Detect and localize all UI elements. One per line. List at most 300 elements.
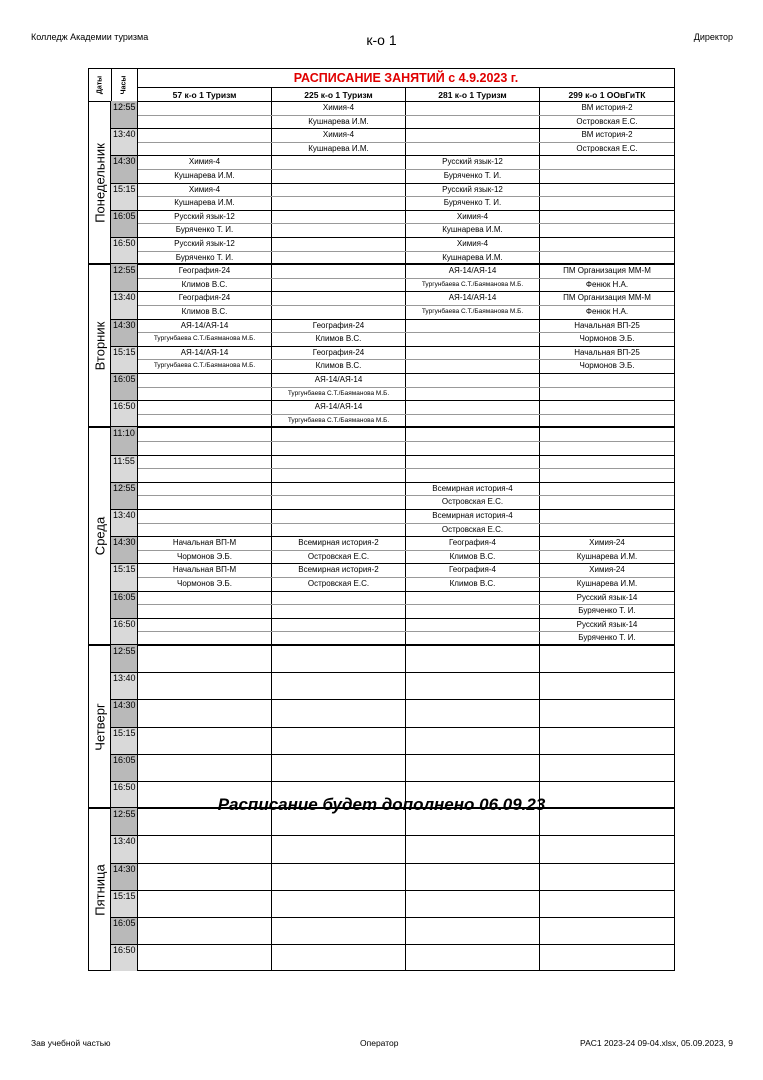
lesson-teacher <box>540 713 674 727</box>
lesson-subject <box>406 455 540 469</box>
time-slot: 15:15 <box>111 346 138 373</box>
time-slot: 16:50 <box>111 618 138 645</box>
time-slot: 15:15 <box>111 727 138 754</box>
lesson-teacher <box>540 223 674 237</box>
lesson-subject: ПМ Организация ММ-М <box>563 266 651 276</box>
time-slot: 13:40 <box>111 128 138 155</box>
day-label: Вторник <box>89 264 111 427</box>
lesson-teacher <box>138 931 272 945</box>
lesson-subject <box>272 264 406 278</box>
lesson-teacher: Чормонов Э.Б. <box>138 550 272 564</box>
lesson-teacher <box>138 604 272 618</box>
lesson-teacher <box>406 686 540 700</box>
lesson-subject <box>138 727 272 741</box>
lesson-teacher <box>138 142 272 156</box>
group-column-header: 57 к-о 1 Туризм <box>138 87 272 101</box>
footer-deputy: Зав учебной частью <box>31 1038 111 1048</box>
lesson-teacher <box>138 115 272 129</box>
lesson-subject: Русский язык-12 <box>138 210 272 224</box>
lesson-subject: Химия-24 <box>589 538 625 548</box>
lesson-subject: Химия-4 <box>272 101 406 115</box>
lesson-teacher <box>540 958 674 972</box>
lesson-subject: Всемирная история-4 <box>406 509 540 523</box>
lesson-subject <box>406 319 540 333</box>
lesson-subject: Химия-4 <box>406 210 540 224</box>
lesson-subject <box>272 482 406 496</box>
lesson-teacher <box>138 903 272 917</box>
time-slot: 13:40 <box>111 835 138 862</box>
time-slot: 11:10 <box>111 427 138 454</box>
lesson-teacher <box>272 713 406 727</box>
lesson-teacher <box>272 686 406 700</box>
lesson-teacher <box>138 495 272 509</box>
lesson-teacher: Островская Е.С. <box>272 577 406 591</box>
lesson-teacher <box>406 767 540 781</box>
group-column-header: 299 к-о 1 ООвГиТК <box>540 87 674 101</box>
lesson-teacher <box>272 604 406 618</box>
time-slot: 16:50 <box>111 944 138 971</box>
schedule-note: Расписание будет дополнено 06.09.23 <box>217 795 546 814</box>
schedule-title: РАСПИСАНИЕ ЗАНЯТИЙ с 4.9.2023 г. <box>293 71 519 85</box>
lesson-subject <box>406 427 540 441</box>
lesson-teacher <box>272 169 406 183</box>
lesson-subject <box>272 183 406 197</box>
lesson-teacher <box>406 441 540 455</box>
lesson-subject: АЯ-14/АЯ-14 <box>138 319 272 333</box>
lesson-subject <box>406 645 540 659</box>
lesson-teacher <box>138 713 272 727</box>
hours-column-header: Часы <box>111 69 138 101</box>
lesson-teacher <box>272 659 406 673</box>
lesson-teacher <box>540 931 674 945</box>
lesson-teacher <box>540 495 674 509</box>
director-label: Директор <box>693 32 733 42</box>
lesson-teacher <box>138 387 272 401</box>
lesson-subject <box>406 672 540 686</box>
lesson-teacher <box>540 686 674 700</box>
lesson-teacher: Климов В.С. <box>406 550 540 564</box>
lesson-teacher <box>540 849 674 863</box>
lesson-teacher <box>540 414 674 428</box>
day-label: Понедельник <box>89 101 111 264</box>
lesson-subject <box>540 890 674 904</box>
lesson-subject <box>406 618 540 632</box>
lesson-teacher: Островская Е.С. <box>406 523 540 537</box>
lesson-teacher: Тургунбаева С.Т./Баяманова М.Б. <box>138 332 272 346</box>
lesson-subject <box>138 863 272 877</box>
lesson-subject <box>406 346 540 360</box>
lesson-teacher <box>406 659 540 673</box>
lesson-teacher <box>272 495 406 509</box>
lesson-teacher <box>272 822 406 836</box>
lesson-teacher <box>272 958 406 972</box>
time-slot: 13:40 <box>111 291 138 318</box>
lesson-subject <box>540 835 674 849</box>
lesson-teacher <box>138 441 272 455</box>
lesson-subject <box>406 591 540 605</box>
lesson-teacher: Кушнарева И.М. <box>272 142 406 156</box>
day-label: Четверг <box>89 645 111 808</box>
dates-column-header: Даты <box>89 69 112 101</box>
lesson-subject: АЯ-14/АЯ-14 <box>406 264 540 278</box>
time-slot: 15:15 <box>111 183 138 210</box>
time-slot: 16:05 <box>111 373 138 400</box>
lesson-subject <box>540 400 674 414</box>
lesson-subject: Химия-4 <box>138 183 272 197</box>
lesson-subject <box>406 128 540 142</box>
lesson-subject <box>406 781 540 795</box>
lesson-teacher: Буряченко Т. И. <box>406 196 540 210</box>
lesson-teacher <box>406 903 540 917</box>
lesson-teacher <box>272 441 406 455</box>
lesson-subject <box>406 863 540 877</box>
time-slot: 14:30 <box>111 155 138 182</box>
lesson-subject: Всемирная история-2 <box>272 536 406 550</box>
lesson-teacher <box>540 441 674 455</box>
lesson-teacher <box>406 332 540 346</box>
lesson-teacher: Климов В.С. <box>406 577 540 591</box>
lesson-subject <box>138 672 272 686</box>
lesson-teacher <box>540 523 674 537</box>
time-slot: 16:50 <box>111 781 138 808</box>
lesson-teacher <box>406 142 540 156</box>
time-slot: 13:40 <box>111 509 138 536</box>
lesson-teacher <box>138 659 272 673</box>
lesson-subject <box>272 455 406 469</box>
lesson-teacher: Кушнарева И.М. <box>138 196 272 210</box>
lesson-subject: Всемирная история-2 <box>272 563 406 577</box>
lesson-teacher <box>272 305 406 319</box>
lesson-subject <box>272 291 406 305</box>
lesson-subject <box>138 781 272 795</box>
lesson-subject: География-24 <box>138 291 272 305</box>
lesson-subject <box>540 373 674 387</box>
lesson-subject <box>406 727 540 741</box>
lesson-subject <box>138 917 272 931</box>
lesson-subject <box>406 944 540 958</box>
lesson-subject <box>540 917 674 931</box>
lesson-teacher <box>272 849 406 863</box>
lesson-subject: АЯ-14/АЯ-14 <box>272 373 406 387</box>
lesson-teacher <box>406 631 540 645</box>
lesson-teacher <box>540 740 674 754</box>
lesson-teacher <box>138 523 272 537</box>
lesson-subject <box>272 835 406 849</box>
lesson-teacher <box>272 468 406 482</box>
time-slot: 14:30 <box>111 863 138 890</box>
lesson-teacher: Островская Е.С. <box>576 143 638 153</box>
lesson-teacher <box>406 115 540 129</box>
lesson-subject <box>138 101 272 115</box>
lesson-teacher <box>406 713 540 727</box>
lesson-teacher <box>138 468 272 482</box>
lesson-subject: АЯ-14/АЯ-14 <box>138 346 272 360</box>
lesson-subject: ВМ история-2 <box>581 130 633 140</box>
lesson-subject: АЯ-14/АЯ-14 <box>406 291 540 305</box>
lesson-teacher <box>272 740 406 754</box>
lesson-teacher: Тургунбаева С.Т./Баяманова М.Б. <box>272 414 406 428</box>
lesson-teacher <box>272 251 406 265</box>
footer-operator: Оператор <box>360 1038 399 1048</box>
lesson-subject <box>406 754 540 768</box>
lesson-subject: Химия-4 <box>138 155 272 169</box>
lesson-subject: Русский язык-12 <box>406 183 540 197</box>
lesson-subject: Начальная ВП-М <box>138 563 272 577</box>
lesson-subject: География-4 <box>406 536 540 550</box>
lesson-teacher: Буряченко Т. И. <box>578 606 636 616</box>
lesson-subject <box>272 699 406 713</box>
lesson-subject <box>540 210 674 224</box>
lesson-subject <box>272 591 406 605</box>
lesson-subject: География-24 <box>138 264 272 278</box>
lesson-subject <box>272 427 406 441</box>
lesson-subject: Русский язык-14 <box>576 592 638 602</box>
time-slot: 11:55 <box>111 455 138 482</box>
time-slot: 15:15 <box>111 890 138 917</box>
group-column-header: 281 к-о 1 Туризм <box>406 87 540 101</box>
lesson-subject <box>272 618 406 632</box>
lesson-subject <box>138 128 272 142</box>
lesson-subject: ВМ история-2 <box>581 103 633 112</box>
lesson-subject <box>138 591 272 605</box>
lesson-teacher: Чормонов Э.Б. <box>579 334 635 344</box>
lesson-subject <box>540 781 674 795</box>
lesson-teacher <box>540 251 674 265</box>
lesson-subject <box>540 699 674 713</box>
lesson-subject <box>406 699 540 713</box>
lesson-teacher: Островская Е.С. <box>272 550 406 564</box>
lesson-teacher <box>540 196 674 210</box>
lesson-teacher <box>540 169 674 183</box>
lesson-teacher <box>272 931 406 945</box>
lesson-teacher <box>138 958 272 972</box>
lesson-teacher: Чормонов Э.Б. <box>138 577 272 591</box>
lesson-teacher: Кушнарева И.М. <box>406 251 540 265</box>
lesson-teacher <box>138 414 272 428</box>
lesson-subject <box>406 835 540 849</box>
time-slot: 14:30 <box>111 699 138 726</box>
lesson-subject <box>138 482 272 496</box>
lesson-teacher <box>540 659 674 673</box>
time-slot: 13:40 <box>111 672 138 699</box>
lesson-subject <box>272 863 406 877</box>
lesson-subject: Начальная ВП-25 <box>574 320 640 330</box>
lesson-subject <box>138 645 272 659</box>
lesson-teacher <box>272 523 406 537</box>
time-slot: 16:50 <box>111 400 138 427</box>
lesson-teacher <box>540 822 674 836</box>
lesson-subject <box>138 835 272 849</box>
lesson-teacher <box>406 359 540 373</box>
lesson-teacher: Буряченко Т. И. <box>578 633 636 643</box>
lesson-subject: Химия-4 <box>272 128 406 142</box>
lesson-teacher <box>138 740 272 754</box>
lesson-teacher <box>406 822 540 836</box>
lesson-teacher <box>406 876 540 890</box>
lesson-teacher: Тургунбаева С.Т./Баяманова М.Б. <box>272 387 406 401</box>
lesson-teacher: Кушнарева И.М. <box>138 169 272 183</box>
lesson-subject <box>272 645 406 659</box>
lesson-teacher <box>406 958 540 972</box>
lesson-subject <box>406 917 540 931</box>
lesson-teacher <box>406 604 540 618</box>
time-slot: 16:05 <box>111 210 138 237</box>
lesson-teacher <box>540 468 674 482</box>
lesson-teacher <box>138 822 272 836</box>
time-slot: 16:05 <box>111 754 138 781</box>
lesson-subject <box>138 944 272 958</box>
time-slot: 12:55 <box>111 264 138 291</box>
lesson-subject <box>138 754 272 768</box>
group-column-header: 225 к-о 1 Туризм <box>272 87 406 101</box>
lesson-subject <box>272 917 406 931</box>
footer-file-info: PAC1 2023-24 09-04.xlsx, 05.09.2023, 9 <box>580 1038 733 1048</box>
lesson-teacher <box>272 278 406 292</box>
lesson-subject <box>138 400 272 414</box>
lesson-subject: ПМ Организация ММ-М <box>563 293 651 303</box>
lesson-teacher <box>406 740 540 754</box>
lesson-subject <box>540 509 674 523</box>
lesson-subject <box>272 727 406 741</box>
lesson-subject <box>138 427 272 441</box>
lesson-teacher <box>272 631 406 645</box>
lesson-teacher <box>406 387 540 401</box>
lesson-subject <box>540 482 674 496</box>
time-slot: 16:50 <box>111 237 138 264</box>
lesson-subject: География-24 <box>272 319 406 333</box>
lesson-teacher: Тургунбаева С.Т./Баяманова М.Б. <box>138 359 272 373</box>
lesson-subject: Начальная ВП-25 <box>574 347 640 357</box>
lesson-teacher <box>272 223 406 237</box>
lesson-teacher <box>138 767 272 781</box>
lesson-subject: География-24 <box>272 346 406 360</box>
lesson-subject <box>540 672 674 686</box>
lesson-teacher <box>406 849 540 863</box>
lesson-teacher <box>540 903 674 917</box>
lesson-subject: Русский язык-12 <box>406 155 540 169</box>
time-slot: 14:30 <box>111 536 138 563</box>
lesson-subject <box>272 210 406 224</box>
lesson-teacher: Кушнарева И.М. <box>576 579 638 588</box>
lesson-teacher <box>406 931 540 945</box>
lesson-subject <box>272 754 406 768</box>
lesson-teacher: Климов В.С. <box>138 278 272 292</box>
lesson-teacher <box>406 468 540 482</box>
lesson-subject <box>272 237 406 251</box>
lesson-subject <box>138 509 272 523</box>
lesson-subject: Русский язык-12 <box>138 237 272 251</box>
time-slot: 12:55 <box>111 645 138 672</box>
lesson-subject: Русский язык-14 <box>576 619 638 629</box>
lesson-teacher: Климов В.С. <box>272 332 406 346</box>
day-label: Пятница <box>89 808 111 971</box>
lesson-teacher <box>138 849 272 863</box>
lesson-teacher: Буряченко Т. И. <box>138 223 272 237</box>
lesson-subject: География-4 <box>406 563 540 577</box>
lesson-teacher: Чормонов Э.Б. <box>579 361 635 371</box>
lesson-subject <box>138 455 272 469</box>
lesson-subject <box>138 618 272 632</box>
time-slot: 12:55 <box>111 808 138 835</box>
time-slot: 15:15 <box>111 563 138 590</box>
lesson-teacher: Буряченко Т. И. <box>138 251 272 265</box>
lesson-subject <box>138 373 272 387</box>
lesson-subject: Начальная ВП-М <box>138 536 272 550</box>
lesson-subject <box>540 754 674 768</box>
lesson-teacher: Тургунбаева С.Т./Баяманова М.Б. <box>406 278 540 292</box>
lesson-teacher: Островская Е.С. <box>576 116 638 126</box>
lesson-teacher: Фенюк Н.А. <box>585 307 629 316</box>
lesson-subject <box>272 509 406 523</box>
lesson-subject <box>272 890 406 904</box>
page-title: к-о 1 <box>366 32 397 48</box>
lesson-subject <box>540 237 674 251</box>
time-slot: 14:30 <box>111 319 138 346</box>
lesson-subject <box>540 155 674 169</box>
lesson-subject <box>406 101 540 115</box>
lesson-subject <box>540 183 674 197</box>
lesson-teacher: Буряченко Т. И. <box>406 169 540 183</box>
lesson-subject <box>272 155 406 169</box>
lesson-subject <box>138 890 272 904</box>
lesson-teacher <box>406 414 540 428</box>
lesson-teacher: Тургунбаева С.Т./Баяманова М.Б. <box>406 305 540 319</box>
lesson-subject <box>540 727 674 741</box>
lesson-subject <box>138 699 272 713</box>
time-slot: 12:55 <box>111 482 138 509</box>
lesson-subject <box>406 890 540 904</box>
lesson-subject <box>272 672 406 686</box>
lesson-subject <box>540 944 674 958</box>
lesson-subject: Химия-4 <box>406 237 540 251</box>
lesson-teacher: Островская Е.С. <box>406 495 540 509</box>
lesson-teacher: Кушнарева И.М. <box>576 551 638 561</box>
lesson-subject: Химия-24 <box>589 565 625 575</box>
time-slot: 12:55 <box>111 101 138 128</box>
lesson-subject <box>272 944 406 958</box>
lesson-subject <box>540 645 674 659</box>
day-label: Среда <box>89 427 111 645</box>
lesson-teacher <box>138 876 272 890</box>
lesson-subject <box>540 863 674 877</box>
lesson-subject: Всемирная история-4 <box>406 482 540 496</box>
lesson-teacher: Фенюк Н.А. <box>585 279 629 289</box>
lesson-teacher: Климов В.С. <box>138 305 272 319</box>
lesson-teacher <box>540 387 674 401</box>
lesson-teacher <box>138 631 272 645</box>
time-slot: 16:05 <box>111 591 138 618</box>
lesson-subject <box>540 427 674 441</box>
lesson-subject <box>272 781 406 795</box>
lesson-teacher: Кушнарева И.М. <box>406 223 540 237</box>
lesson-teacher <box>272 767 406 781</box>
lesson-subject <box>406 400 540 414</box>
lesson-teacher <box>540 876 674 890</box>
schedule-table <box>88 68 675 971</box>
lesson-teacher: Кушнарева И.М. <box>272 115 406 129</box>
lesson-subject: АЯ-14/АЯ-14 <box>272 400 406 414</box>
lesson-teacher: Климов В.С. <box>272 359 406 373</box>
lesson-teacher <box>540 767 674 781</box>
time-slot: 16:05 <box>111 917 138 944</box>
lesson-subject <box>540 455 674 469</box>
lesson-teacher <box>272 196 406 210</box>
lesson-subject <box>406 373 540 387</box>
lesson-teacher <box>272 903 406 917</box>
college-name: Колледж Академии туризма <box>31 32 149 42</box>
lesson-teacher <box>138 686 272 700</box>
lesson-teacher <box>272 876 406 890</box>
